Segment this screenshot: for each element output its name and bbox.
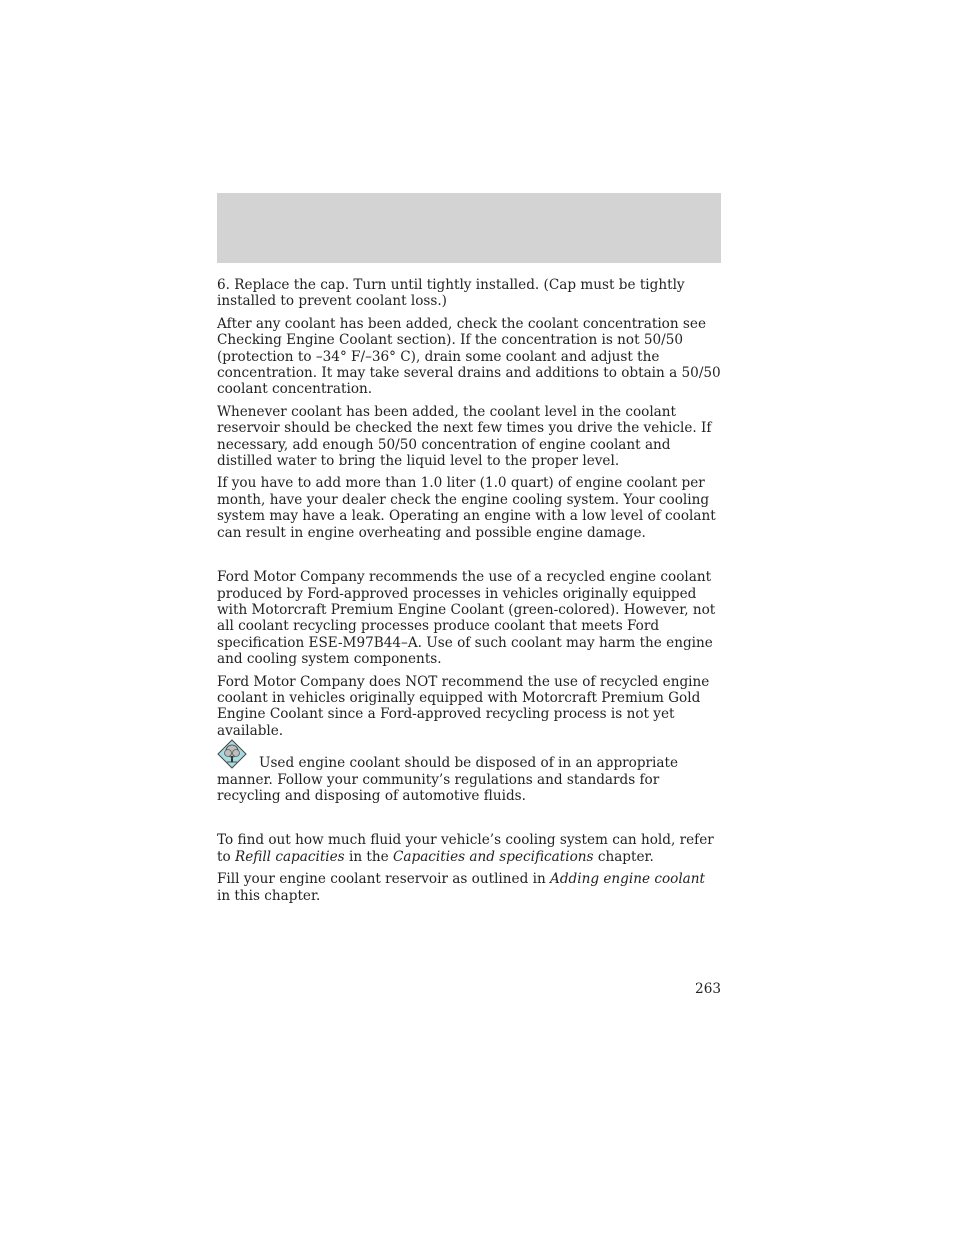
paragraph-leak-warning: If you have to add more than 1.0 liter (1.0 quart) of engine coolant per month, have your dealer check the engine cooling system. Your cooling system may have a leak. Operating an engine with a low level of coolant can result in engine overheating and possible engine damage.	[217, 475, 716, 541]
paragraph-recycled-not-recommend: Ford Motor Company does NOT recommend the use of recycled engine coolant in vehicles originally equipped with Motorcraft Premium Gold Engine Coolant since a Ford-approved recycling process is not yet available.	[217, 673, 710, 739]
header-band	[217, 193, 721, 263]
paragraph-replace-cap: 6. Replace the cap. Turn until tightly installed. (Cap must be tightly installed to prevent coolant loss.)	[217, 277, 685, 310]
paragraph-disposal	[217, 755, 721, 804]
refill-capacities-ref: Refill capacities	[234, 848, 345, 865]
refill-text-e: chapter.	[593, 848, 654, 865]
capacities-chapter-ref: Capacities and specifications	[393, 848, 594, 865]
paragraph-check-level: Whenever coolant has been added, the coolant level in the coolant reservoir should be checked the next few times you drive the vehicle. If necessary, add enough 50/50 concentration of engine coolant and distilled water to bring the liquid level to the proper level.	[217, 403, 712, 470]
refill-text-c: in the	[344, 848, 393, 865]
fill-text-c: in this chapter.	[217, 887, 321, 904]
paragraph-concentration: After any coolant has been added, check the coolant concentration see Checking Engine Coolant section). If the concentration is not 50/50 (protection to –34° F/–36° C), drain some coolant and adjust the concentration. It may take several drains and additions to obtain a 50/50 coolant concentration.	[217, 315, 721, 398]
page-number: 263	[695, 981, 721, 997]
paragraph-recycled-recommend: Ford Motor Company recommends the use of a recycled engine coolant produced by Ford-approved processes in vehicles originally equipped with Motorcraft Premium Engine Coolant (green-colored). However, not all coolant recycling processes produce coolant that meets Ford specification ESE-M97B44–A. Use of such coolant may harm the engine and cooling system components.	[217, 569, 716, 668]
paragraph-refill-capacities	[217, 832, 721, 865]
page-content	[217, 277, 721, 904]
disposal-text: Used engine coolant should be disposed of in an appropriate manner. Follow your community’s regulations and standards for recycling and disposing of automotive fluids.	[217, 755, 678, 804]
adding-coolant-ref: Adding engine coolant	[550, 871, 705, 888]
environment-tree-icon	[217, 739, 247, 769]
refill-text-a: To find out how much fluid your vehicle’s cooling system can hold, refer to	[217, 832, 714, 865]
environment-note	[217, 755, 721, 804]
fill-text-a: Fill your engine coolant reservoir as outlined in	[217, 871, 551, 888]
paragraph-fill-reservoir	[217, 871, 721, 904]
